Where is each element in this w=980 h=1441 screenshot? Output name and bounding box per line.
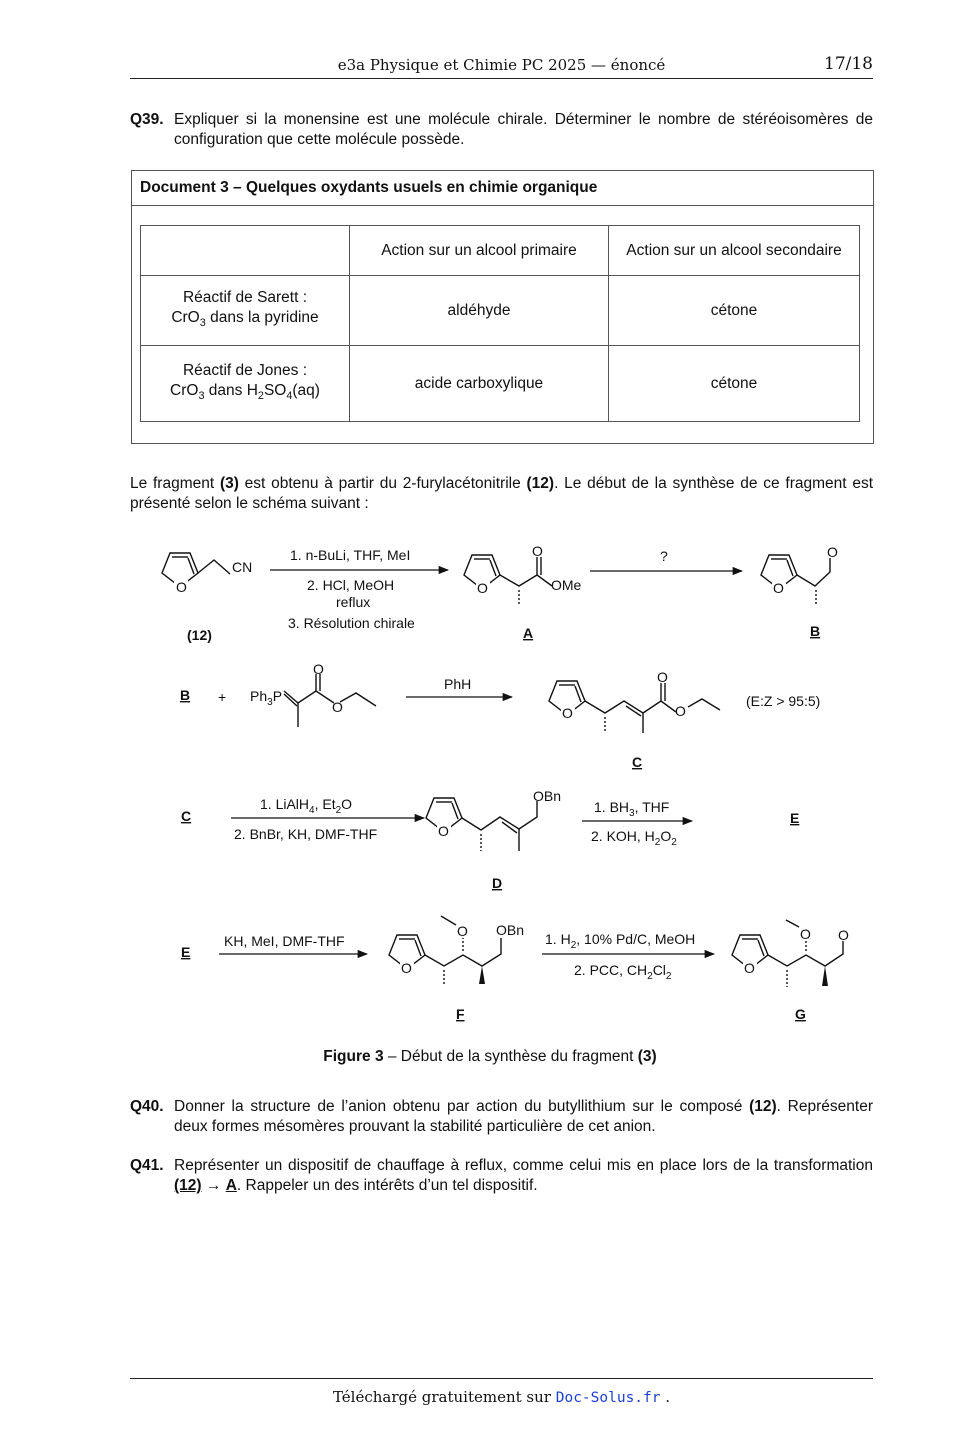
svg-text:KH, MeI, DMF-THF: KH, MeI, DMF-THF [224, 933, 345, 949]
figure-caption: Figure 3 – Début de la synthèse du fragment (3) [323, 1048, 657, 1065]
q41-text: Représenter un dispositif de chauffage à reflux, comme celui mis en place lors de la transformation (12) → A. Rappeler un des intérêts d’un tel dispositif. [174, 1157, 873, 1194]
intro-paragraph: Le fragment (3) est obtenu à partir du 2-furylacétonitrile (12). Le début de la synthèse de ce fragment est présenté selon le schéma suivant : [130, 475, 874, 512]
svg-text:3. Résolution chirale: 3. Résolution chirale [288, 615, 415, 631]
ez-ratio: (E:Z > 95:5) [746, 693, 821, 709]
q41-label: Q41. [130, 1157, 164, 1174]
compound-C [549, 669, 720, 770]
svg-text:O: O [675, 703, 686, 719]
svg-text:O: O [176, 579, 187, 595]
document-3-title: Document 3 – Quelques oxydants usuels en chimie organique [132, 171, 873, 206]
label-G: G [795, 1006, 806, 1022]
wittig-reagent [250, 661, 376, 727]
label-C-row3: C [181, 808, 192, 824]
compound-G [732, 920, 849, 1022]
col-primary: Action sur un alcool primaire [350, 226, 609, 276]
svg-text:OMe: OMe [551, 577, 582, 593]
svg-text:PhH: PhH [444, 676, 472, 692]
q39-text: Expliquer si la monensine est une molécule chirale. Déterminer le nombre de stéréoisomères de configuration que cette molécule possède. [174, 111, 873, 148]
svg-text:O: O [313, 661, 324, 677]
reagent-jones: Réactif de Jones : CrO$_3$ dans $H_2SO_4(aq)$ [141, 346, 350, 422]
svg-text:1. H2, 10% Pd/C, MeOH: 1. $H_2$, 10% Pd/C, MeOH [545, 931, 696, 951]
col-secondary: Action sur un alcool secondaire [609, 226, 860, 276]
svg-text:+: + [218, 689, 227, 705]
svg-text:O: O [800, 926, 811, 942]
svg-text:1. LiAlH4, Et2O: 1. LiAlH$_4$, $Et_2O$ [260, 796, 353, 816]
label-A: A [523, 625, 534, 641]
svg-text:O: O [657, 669, 668, 685]
label-B: B [810, 623, 821, 639]
sarett-primary: aldéhyde [350, 276, 609, 346]
svg-text:2. BnBr, KH, DMF-THF: 2. BnBr, KH, DMF-THF [234, 826, 378, 842]
header-title: e3a Physique et Chimie PC 2025 — énoncé [337, 56, 666, 74]
reagent-sarett: Réactif de Sarett : CrO$_3$ dans la pyridine [141, 276, 350, 346]
page-number: 17/18 [824, 54, 873, 74]
svg-text:O: O [401, 960, 412, 976]
svg-text:O: O [773, 580, 784, 596]
label-B-row2: B [180, 687, 191, 703]
compound-12 [162, 553, 252, 643]
jones-secondary: cétone [609, 346, 860, 422]
compound-A [464, 543, 582, 641]
svg-text:O: O [457, 923, 468, 939]
svg-text:O: O [532, 543, 543, 559]
doc-solus-link[interactable]: Doc-Solus.fr [555, 1390, 661, 1406]
svg-text:1. BH3, THF: 1. $BH_3$, THF [594, 799, 670, 819]
page-footer: Téléchargé gratuitement sur Doc-Solus.fr . [130, 1378, 873, 1406]
label-F: F [456, 1006, 465, 1022]
q39-label: Q39. [130, 111, 164, 128]
svg-text:O: O [827, 544, 838, 560]
label-12: (12) [187, 627, 212, 643]
svg-text:2. HCl, MeOH: 2. HCl, MeOH [307, 577, 395, 593]
svg-text:O: O [438, 823, 449, 839]
label-E-row4: E [181, 944, 191, 960]
label-E: E [790, 810, 800, 826]
sarett-secondary: cétone [609, 276, 860, 346]
svg-text:O: O [477, 580, 488, 596]
svg-text:O: O [744, 960, 755, 976]
svg-text:O: O [332, 699, 343, 715]
svg-text:1. n-BuLi, THF, MeI: 1. n-BuLi, THF, MeI [290, 547, 411, 563]
svg-text:Ph3P: $Ph_3P$ [250, 688, 283, 708]
compound-B [761, 544, 838, 639]
label-C: C [632, 754, 643, 770]
svg-text:reflux: reflux [336, 594, 371, 610]
compound-F [389, 916, 524, 1022]
svg-text:2. PCC, CH2Cl2: 2. PCC, $CH_2Cl_2$ [574, 962, 672, 982]
svg-text:2. KOH, H2O2: 2. KOH, $H_2O_2$ [591, 828, 677, 848]
svg-text:CN: CN [232, 559, 253, 575]
question-40 [130, 1097, 873, 1137]
jones-primary: acide carboxylique [350, 346, 609, 422]
svg-text:O: O [838, 927, 849, 943]
question-41 [130, 1156, 873, 1196]
q40-text: Donner la structure de l’anion obtenu par action du butyllithium sur le composé (12). Représenter deux formes mésomères prouvant la stabilité particulière de cet anion. [174, 1098, 873, 1135]
svg-text:?: ? [660, 548, 668, 564]
label-D: D [492, 875, 503, 891]
svg-text:O: O [562, 705, 573, 721]
q40-label: Q40. [130, 1098, 164, 1115]
compound-D [426, 788, 561, 891]
svg-text:OBn: OBn [496, 922, 525, 938]
svg-text:OBn: OBn [533, 788, 562, 804]
